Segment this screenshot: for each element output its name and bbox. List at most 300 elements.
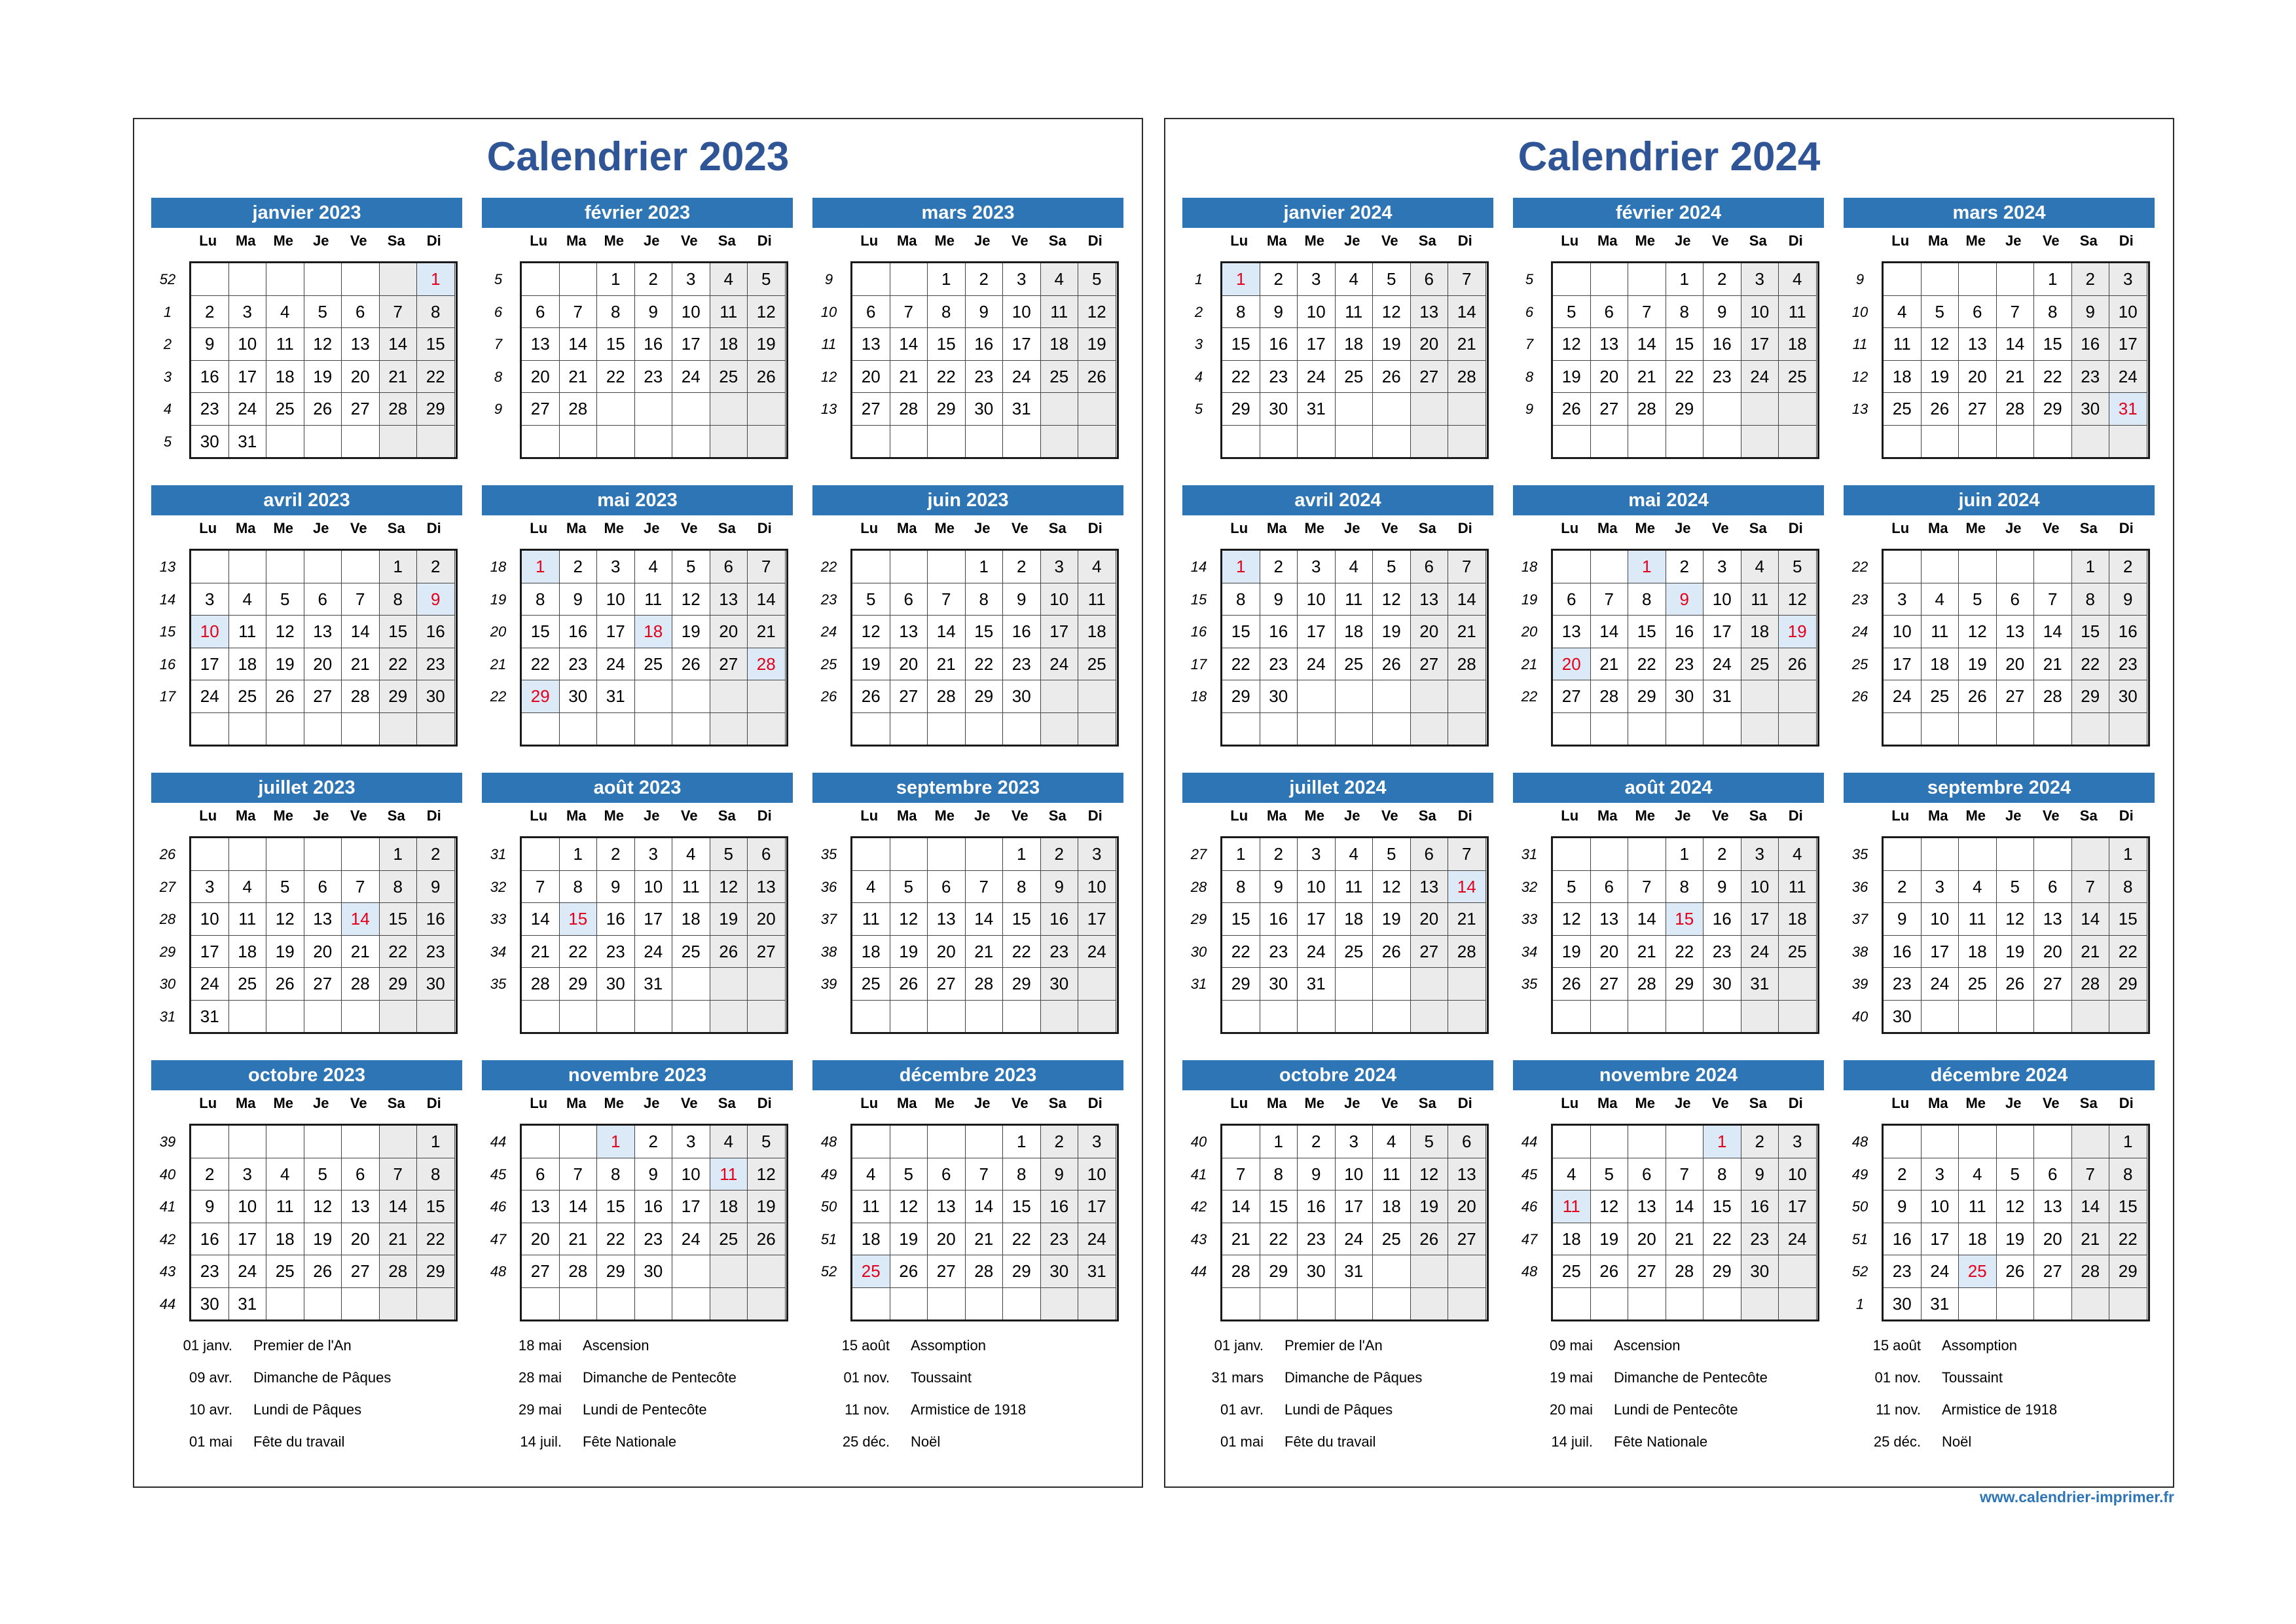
day-cell[interactable]: 29 xyxy=(417,393,455,426)
day-cell[interactable]: 15 xyxy=(928,328,966,361)
day-cell[interactable]: 6 xyxy=(1591,871,1629,904)
day-cell[interactable]: 28 xyxy=(522,968,560,1001)
day-cell[interactable]: 10 xyxy=(1779,1158,1817,1191)
day-cell[interactable]: 7 xyxy=(748,551,786,583)
day-cell[interactable]: 15 xyxy=(597,328,635,361)
day-cell[interactable]: 7 xyxy=(966,1158,1004,1191)
day-cell[interactable]: 3 xyxy=(1779,1126,1817,1158)
day-cell[interactable]: 29 xyxy=(2109,968,2147,1001)
day-cell[interactable]: 21 xyxy=(560,361,598,394)
day-cell[interactable]: 18 xyxy=(1078,616,1116,648)
day-cell[interactable]: 5 xyxy=(266,871,304,904)
day-cell[interactable]: 5 xyxy=(1078,263,1116,296)
day-cell[interactable]: 30 xyxy=(191,1288,229,1321)
day-cell[interactable]: 4 xyxy=(229,871,267,904)
day-cell[interactable]: 3 xyxy=(672,263,710,296)
day-cell[interactable]: 12 xyxy=(1779,583,1817,616)
day-cell[interactable]: 2 xyxy=(1260,263,1298,296)
day-cell[interactable]: 31 xyxy=(229,1288,267,1321)
day-cell[interactable]: 26 xyxy=(266,680,304,713)
day-cell[interactable]: 28 xyxy=(2072,1255,2110,1288)
day-cell[interactable]: 5 xyxy=(1591,1158,1629,1191)
day-cell[interactable]: 16 xyxy=(1041,1190,1079,1223)
day-cell[interactable]: 20 xyxy=(1591,361,1629,394)
day-cell[interactable]: 30 xyxy=(417,968,455,1001)
day-cell[interactable]: 25 xyxy=(1078,648,1116,681)
day-cell[interactable]: 16 xyxy=(1884,936,1922,969)
day-cell[interactable]: 7 xyxy=(928,583,966,616)
day-cell[interactable]: 14 xyxy=(380,328,418,361)
day-cell[interactable]: 14 xyxy=(1448,296,1486,329)
day-cell[interactable]: 14 xyxy=(522,903,560,936)
day-cell[interactable]: 22 xyxy=(2109,1223,2147,1256)
day-cell[interactable]: 29 xyxy=(1222,393,1260,426)
day-cell[interactable]: 19 xyxy=(304,361,342,394)
day-cell[interactable]: 15 xyxy=(1222,616,1260,648)
day-cell[interactable]: 15 xyxy=(2109,1190,2147,1223)
day-cell[interactable]: 2 xyxy=(1260,838,1298,871)
day-cell[interactable]: 4 xyxy=(710,1126,748,1158)
day-cell[interactable]: 31 xyxy=(597,680,635,713)
day-cell[interactable]: 3 xyxy=(229,1158,267,1191)
day-cell[interactable]: 19 xyxy=(1411,1190,1449,1223)
day-cell[interactable]: 19 xyxy=(1997,1223,2035,1256)
day-cell[interactable]: 2 xyxy=(966,263,1004,296)
day-cell[interactable]: 13 xyxy=(1411,871,1449,904)
day-cell[interactable]: 29 xyxy=(1003,1255,1041,1288)
day-cell[interactable]: 12 xyxy=(1997,903,2035,936)
day-cell[interactable]: 2 xyxy=(191,1158,229,1191)
day-cell[interactable]: 5 xyxy=(304,296,342,329)
day-cell[interactable]: 22 xyxy=(2109,936,2147,969)
day-cell[interactable]: 20 xyxy=(1628,1223,1666,1256)
day-cell[interactable]: 25 xyxy=(1041,361,1079,394)
day-cell[interactable]: 26 xyxy=(852,680,890,713)
day-cell[interactable]: 30 xyxy=(966,393,1004,426)
day-cell[interactable]: 5 xyxy=(890,1158,928,1191)
day-cell[interactable]: 3 xyxy=(1922,871,1959,904)
day-cell[interactable]: 19 xyxy=(266,936,304,969)
day-cell[interactable]: 21 xyxy=(1448,616,1486,648)
day-cell[interactable]: 10 xyxy=(1336,1158,1374,1191)
day-cell[interactable]: 18 xyxy=(1959,1223,1997,1256)
day-cell[interactable]: 14 xyxy=(966,1190,1004,1223)
day-cell[interactable]: 23 xyxy=(1741,1223,1779,1256)
day-cell[interactable]: 19 xyxy=(748,1190,786,1223)
day-cell[interactable]: 13 xyxy=(522,328,560,361)
day-cell[interactable]: 10 xyxy=(1041,583,1079,616)
day-cell[interactable]: 13 xyxy=(1591,903,1629,936)
day-cell[interactable]: 27 xyxy=(1411,936,1449,969)
day-cell[interactable]: 23 xyxy=(1704,361,1741,394)
day-cell[interactable]: 7 xyxy=(560,296,598,329)
day-cell[interactable]: 6 xyxy=(522,1158,560,1191)
day-cell[interactable]: 28 xyxy=(1628,968,1666,1001)
day-cell[interactable]: 15 xyxy=(522,616,560,648)
day-cell[interactable]: 22 xyxy=(522,648,560,681)
day-cell[interactable]: 17 xyxy=(1078,903,1116,936)
day-cell[interactable]: 3 xyxy=(1078,1126,1116,1158)
day-cell[interactable]: 29 xyxy=(522,680,560,713)
day-cell[interactable]: 2 xyxy=(1666,551,1704,583)
day-cell[interactable]: 14 xyxy=(2072,903,2110,936)
day-cell[interactable]: 2 xyxy=(2072,263,2110,296)
website-link[interactable]: www.calendrier-imprimer.fr xyxy=(1980,1488,2174,1505)
day-cell[interactable]: 25 xyxy=(1336,648,1374,681)
day-cell[interactable]: 5 xyxy=(1959,583,1997,616)
day-cell[interactable]: 4 xyxy=(1922,583,1959,616)
day-cell[interactable]: 28 xyxy=(342,968,380,1001)
day-cell[interactable]: 10 xyxy=(1003,296,1041,329)
day-cell[interactable]: 3 xyxy=(1336,1126,1374,1158)
day-cell[interactable]: 23 xyxy=(966,361,1004,394)
day-cell[interactable]: 13 xyxy=(852,328,890,361)
day-cell[interactable]: 11 xyxy=(1336,296,1374,329)
day-cell[interactable]: 3 xyxy=(1298,838,1336,871)
day-cell[interactable]: 7 xyxy=(2072,871,2110,904)
day-cell[interactable]: 27 xyxy=(304,680,342,713)
day-cell[interactable]: 18 xyxy=(1779,328,1817,361)
day-cell[interactable]: 19 xyxy=(710,903,748,936)
day-cell[interactable]: 18 xyxy=(1336,903,1374,936)
day-cell[interactable]: 5 xyxy=(1411,1126,1449,1158)
day-cell[interactable]: 1 xyxy=(1222,551,1260,583)
day-cell[interactable]: 14 xyxy=(966,903,1004,936)
day-cell[interactable]: 4 xyxy=(1553,1158,1591,1191)
day-cell[interactable]: 23 xyxy=(417,936,455,969)
day-cell[interactable]: 6 xyxy=(852,296,890,329)
day-cell[interactable]: 26 xyxy=(1591,1255,1629,1288)
day-cell[interactable]: 2 xyxy=(1704,263,1741,296)
day-cell[interactable]: 4 xyxy=(852,1158,890,1191)
day-cell[interactable]: 20 xyxy=(342,361,380,394)
day-cell[interactable]: 30 xyxy=(1298,1255,1336,1288)
day-cell[interactable]: 1 xyxy=(417,263,455,296)
day-cell[interactable]: 10 xyxy=(1741,871,1779,904)
day-cell[interactable]: 25 xyxy=(635,648,673,681)
day-cell[interactable]: 8 xyxy=(2109,871,2147,904)
day-cell[interactable]: 8 xyxy=(417,1158,455,1191)
day-cell[interactable]: 21 xyxy=(928,648,966,681)
day-cell[interactable]: 17 xyxy=(1884,648,1922,681)
day-cell[interactable]: 3 xyxy=(597,551,635,583)
day-cell[interactable]: 17 xyxy=(1779,1190,1817,1223)
day-cell[interactable]: 20 xyxy=(1411,328,1449,361)
day-cell[interactable]: 5 xyxy=(852,583,890,616)
day-cell[interactable]: 2 xyxy=(417,838,455,871)
day-cell[interactable]: 10 xyxy=(1922,1190,1959,1223)
day-cell[interactable]: 25 xyxy=(266,393,304,426)
day-cell[interactable]: 10 xyxy=(672,1158,710,1191)
day-cell[interactable]: 31 xyxy=(1078,1255,1116,1288)
day-cell[interactable]: 13 xyxy=(928,1190,966,1223)
day-cell[interactable]: 25 xyxy=(1959,1255,1997,1288)
day-cell[interactable]: 31 xyxy=(1704,680,1741,713)
day-cell[interactable]: 27 xyxy=(928,968,966,1001)
day-cell[interactable]: 15 xyxy=(1003,1190,1041,1223)
day-cell[interactable]: 9 xyxy=(1041,1158,1079,1191)
day-cell[interactable]: 5 xyxy=(1922,296,1959,329)
day-cell[interactable]: 13 xyxy=(2034,1190,2072,1223)
day-cell[interactable]: 31 xyxy=(1922,1288,1959,1321)
day-cell[interactable]: 3 xyxy=(1741,838,1779,871)
day-cell[interactable]: 5 xyxy=(1553,296,1591,329)
day-cell[interactable]: 31 xyxy=(1741,968,1779,1001)
day-cell[interactable]: 10 xyxy=(2109,296,2147,329)
day-cell[interactable]: 7 xyxy=(1628,871,1666,904)
day-cell[interactable]: 27 xyxy=(1997,680,2035,713)
day-cell[interactable]: 15 xyxy=(417,328,455,361)
day-cell[interactable]: 26 xyxy=(1553,393,1591,426)
day-cell[interactable]: 23 xyxy=(2109,648,2147,681)
day-cell[interactable]: 7 xyxy=(890,296,928,329)
day-cell[interactable]: 4 xyxy=(1336,838,1374,871)
day-cell[interactable]: 1 xyxy=(417,1126,455,1158)
day-cell[interactable]: 16 xyxy=(417,903,455,936)
day-cell[interactable]: 30 xyxy=(417,680,455,713)
day-cell[interactable]: 24 xyxy=(1078,936,1116,969)
day-cell[interactable]: 23 xyxy=(635,1223,673,1256)
day-cell[interactable]: 3 xyxy=(1741,263,1779,296)
day-cell[interactable]: 24 xyxy=(1922,1255,1959,1288)
day-cell[interactable]: 23 xyxy=(1041,936,1079,969)
day-cell[interactable]: 20 xyxy=(890,648,928,681)
day-cell[interactable]: 9 xyxy=(1041,871,1079,904)
day-cell[interactable]: 17 xyxy=(1298,616,1336,648)
day-cell[interactable]: 18 xyxy=(1884,361,1922,394)
day-cell[interactable]: 9 xyxy=(191,328,229,361)
day-cell[interactable]: 11 xyxy=(710,1158,748,1191)
day-cell[interactable]: 16 xyxy=(597,903,635,936)
day-cell[interactable]: 13 xyxy=(1997,616,2035,648)
day-cell[interactable]: 29 xyxy=(1666,968,1704,1001)
day-cell[interactable]: 18 xyxy=(1922,648,1959,681)
day-cell[interactable]: 13 xyxy=(304,616,342,648)
day-cell[interactable]: 14 xyxy=(1448,871,1486,904)
day-cell[interactable]: 1 xyxy=(380,551,418,583)
day-cell[interactable]: 22 xyxy=(1222,936,1260,969)
day-cell[interactable]: 16 xyxy=(966,328,1004,361)
day-cell[interactable]: 7 xyxy=(1222,1158,1260,1191)
day-cell[interactable]: 9 xyxy=(1260,296,1298,329)
day-cell[interactable]: 22 xyxy=(597,361,635,394)
day-cell[interactable]: 2 xyxy=(1298,1126,1336,1158)
day-cell[interactable]: 7 xyxy=(522,871,560,904)
day-cell[interactable]: 11 xyxy=(229,616,267,648)
day-cell[interactable]: 30 xyxy=(1260,968,1298,1001)
day-cell[interactable]: 20 xyxy=(852,361,890,394)
day-cell[interactable]: 18 xyxy=(229,648,267,681)
day-cell[interactable]: 1 xyxy=(1003,1126,1041,1158)
day-cell[interactable]: 28 xyxy=(748,648,786,681)
day-cell[interactable]: 11 xyxy=(635,583,673,616)
day-cell[interactable]: 19 xyxy=(1922,361,1959,394)
day-cell[interactable]: 12 xyxy=(890,1190,928,1223)
day-cell[interactable]: 21 xyxy=(1222,1223,1260,1256)
day-cell[interactable]: 4 xyxy=(1959,871,1997,904)
day-cell[interactable]: 29 xyxy=(2109,1255,2147,1288)
day-cell[interactable]: 12 xyxy=(1373,871,1411,904)
day-cell[interactable]: 15 xyxy=(380,903,418,936)
day-cell[interactable]: 21 xyxy=(966,1223,1004,1256)
day-cell[interactable]: 6 xyxy=(1959,296,1997,329)
day-cell[interactable]: 26 xyxy=(1959,680,1997,713)
day-cell[interactable]: 13 xyxy=(1448,1158,1486,1191)
day-cell[interactable]: 20 xyxy=(928,936,966,969)
day-cell[interactable]: 6 xyxy=(1591,296,1629,329)
day-cell[interactable]: 29 xyxy=(380,968,418,1001)
day-cell[interactable]: 9 xyxy=(2072,296,2110,329)
day-cell[interactable]: 29 xyxy=(597,1255,635,1288)
day-cell[interactable]: 20 xyxy=(304,936,342,969)
day-cell[interactable]: 27 xyxy=(1591,393,1629,426)
day-cell[interactable]: 6 xyxy=(928,871,966,904)
day-cell[interactable]: 17 xyxy=(1336,1190,1374,1223)
day-cell[interactable]: 3 xyxy=(191,583,229,616)
day-cell[interactable]: 16 xyxy=(191,361,229,394)
day-cell[interactable]: 30 xyxy=(1260,393,1298,426)
day-cell[interactable]: 25 xyxy=(1922,680,1959,713)
day-cell[interactable]: 17 xyxy=(597,616,635,648)
day-cell[interactable]: 12 xyxy=(1411,1158,1449,1191)
day-cell[interactable]: 26 xyxy=(304,1255,342,1288)
day-cell[interactable]: 29 xyxy=(1704,1255,1741,1288)
day-cell[interactable]: 12 xyxy=(1553,903,1591,936)
day-cell[interactable]: 17 xyxy=(1922,1223,1959,1256)
day-cell[interactable]: 31 xyxy=(635,968,673,1001)
day-cell[interactable]: 24 xyxy=(1741,936,1779,969)
day-cell[interactable]: 8 xyxy=(1666,296,1704,329)
day-cell[interactable]: 16 xyxy=(417,616,455,648)
day-cell[interactable]: 16 xyxy=(1260,328,1298,361)
day-cell[interactable]: 13 xyxy=(304,903,342,936)
day-cell[interactable]: 1 xyxy=(966,551,1004,583)
day-cell[interactable]: 27 xyxy=(928,1255,966,1288)
day-cell[interactable]: 3 xyxy=(1003,263,1041,296)
day-cell[interactable]: 15 xyxy=(560,903,598,936)
day-cell[interactable]: 17 xyxy=(1741,328,1779,361)
day-cell[interactable]: 21 xyxy=(748,616,786,648)
day-cell[interactable]: 20 xyxy=(1997,648,2035,681)
day-cell[interactable]: 10 xyxy=(635,871,673,904)
day-cell[interactable]: 28 xyxy=(1666,1255,1704,1288)
day-cell[interactable]: 17 xyxy=(1298,903,1336,936)
day-cell[interactable]: 26 xyxy=(1997,1255,2035,1288)
day-cell[interactable]: 24 xyxy=(1336,1223,1374,1256)
day-cell[interactable]: 24 xyxy=(1298,648,1336,681)
day-cell[interactable]: 26 xyxy=(1922,393,1959,426)
day-cell[interactable]: 23 xyxy=(597,936,635,969)
day-cell[interactable]: 16 xyxy=(1003,616,1041,648)
day-cell[interactable]: 22 xyxy=(380,648,418,681)
day-cell[interactable]: 25 xyxy=(1553,1255,1591,1288)
day-cell[interactable]: 27 xyxy=(1959,393,1997,426)
day-cell[interactable]: 7 xyxy=(1448,551,1486,583)
day-cell[interactable]: 5 xyxy=(266,583,304,616)
day-cell[interactable]: 22 xyxy=(966,648,1004,681)
day-cell[interactable]: 16 xyxy=(2072,328,2110,361)
day-cell[interactable]: 27 xyxy=(522,393,560,426)
day-cell[interactable]: 23 xyxy=(1260,648,1298,681)
day-cell[interactable]: 18 xyxy=(852,1223,890,1256)
day-cell[interactable]: 20 xyxy=(522,1223,560,1256)
day-cell[interactable]: 13 xyxy=(522,1190,560,1223)
day-cell[interactable]: 6 xyxy=(1411,551,1449,583)
day-cell[interactable]: 26 xyxy=(1779,648,1817,681)
day-cell[interactable]: 16 xyxy=(635,328,673,361)
day-cell[interactable]: 16 xyxy=(1041,903,1079,936)
day-cell[interactable]: 11 xyxy=(1922,616,1959,648)
day-cell[interactable]: 11 xyxy=(1779,871,1817,904)
day-cell[interactable]: 20 xyxy=(342,1223,380,1256)
day-cell[interactable]: 5 xyxy=(1373,838,1411,871)
day-cell[interactable]: 15 xyxy=(1628,616,1666,648)
day-cell[interactable]: 25 xyxy=(1779,361,1817,394)
day-cell[interactable]: 10 xyxy=(191,616,229,648)
day-cell[interactable]: 20 xyxy=(928,1223,966,1256)
day-cell[interactable]: 18 xyxy=(1336,616,1374,648)
day-cell[interactable]: 28 xyxy=(560,393,598,426)
day-cell[interactable]: 2 xyxy=(1704,838,1741,871)
day-cell[interactable]: 30 xyxy=(2072,393,2110,426)
day-cell[interactable]: 9 xyxy=(417,871,455,904)
day-cell[interactable]: 9 xyxy=(2109,583,2147,616)
day-cell[interactable]: 27 xyxy=(1591,968,1629,1001)
day-cell[interactable]: 23 xyxy=(1041,1223,1079,1256)
day-cell[interactable]: 8 xyxy=(928,296,966,329)
day-cell[interactable]: 12 xyxy=(852,616,890,648)
day-cell[interactable]: 24 xyxy=(1041,648,1079,681)
day-cell[interactable]: 15 xyxy=(2072,616,2110,648)
day-cell[interactable]: 9 xyxy=(1260,583,1298,616)
day-cell[interactable]: 2 xyxy=(1884,871,1922,904)
day-cell[interactable]: 13 xyxy=(342,1190,380,1223)
day-cell[interactable]: 8 xyxy=(1003,871,1041,904)
day-cell[interactable]: 11 xyxy=(266,1190,304,1223)
day-cell[interactable]: 28 xyxy=(560,1255,598,1288)
day-cell[interactable]: 4 xyxy=(1779,838,1817,871)
day-cell[interactable]: 7 xyxy=(1448,838,1486,871)
day-cell[interactable]: 13 xyxy=(1553,616,1591,648)
day-cell[interactable]: 14 xyxy=(928,616,966,648)
day-cell[interactable]: 5 xyxy=(748,1126,786,1158)
day-cell[interactable]: 2 xyxy=(560,551,598,583)
day-cell[interactable]: 19 xyxy=(672,616,710,648)
day-cell[interactable]: 7 xyxy=(1666,1158,1704,1191)
day-cell[interactable]: 21 xyxy=(1628,361,1666,394)
day-cell[interactable]: 15 xyxy=(1003,903,1041,936)
day-cell[interactable]: 14 xyxy=(560,1190,598,1223)
day-cell[interactable]: 10 xyxy=(1298,296,1336,329)
day-cell[interactable]: 11 xyxy=(229,903,267,936)
day-cell[interactable]: 27 xyxy=(522,1255,560,1288)
day-cell[interactable]: 19 xyxy=(304,1223,342,1256)
day-cell[interactable]: 27 xyxy=(1411,361,1449,394)
day-cell[interactable]: 8 xyxy=(597,296,635,329)
day-cell[interactable]: 30 xyxy=(597,968,635,1001)
day-cell[interactable]: 29 xyxy=(1666,393,1704,426)
day-cell[interactable]: 12 xyxy=(748,1158,786,1191)
day-cell[interactable]: 5 xyxy=(1373,263,1411,296)
day-cell[interactable]: 27 xyxy=(342,1255,380,1288)
day-cell[interactable]: 16 xyxy=(560,616,598,648)
day-cell[interactable]: 7 xyxy=(966,871,1004,904)
day-cell[interactable]: 21 xyxy=(380,361,418,394)
day-cell[interactable]: 3 xyxy=(229,296,267,329)
day-cell[interactable]: 15 xyxy=(417,1190,455,1223)
day-cell[interactable]: 20 xyxy=(2034,1223,2072,1256)
day-cell[interactable]: 4 xyxy=(266,1158,304,1191)
